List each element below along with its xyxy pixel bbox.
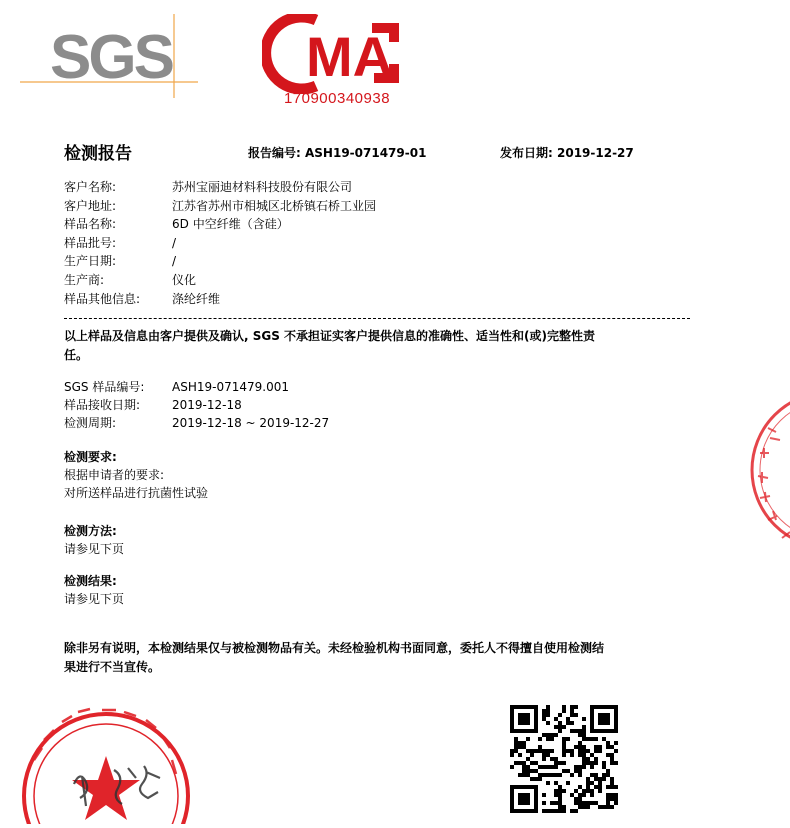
client-info-table xyxy=(64,178,376,308)
info-value: 仪化 xyxy=(172,272,197,287)
info-row-batch-no xyxy=(64,234,376,253)
info-row-sgs-sample-no xyxy=(64,378,329,396)
report-number xyxy=(248,144,426,161)
qr-code xyxy=(510,705,618,813)
section-text: 请参见下页 xyxy=(64,542,125,556)
info-label: 检测周期: xyxy=(64,416,117,430)
info-row-manufacturer xyxy=(64,271,376,290)
info-label: SGS 样品编号: xyxy=(64,380,145,394)
info-label: 生产日期: xyxy=(64,254,117,269)
info-row-other-info xyxy=(64,290,376,309)
info-value: 苏州宝丽迪材料科技股份有限公司 xyxy=(172,180,353,194)
disclaimer-line: 以上样品及信息由客户提供及确认, SGS 不承担证实客户提供信息的准确性、适当性和(或)完整性责 xyxy=(64,329,596,343)
svg-text:MA: MA xyxy=(306,25,394,88)
info-label: 客户地址: xyxy=(64,198,117,213)
report-number-value: ASH19-071479-01 xyxy=(305,146,427,160)
sample-info-table xyxy=(64,378,329,432)
disclaimer-line: 任。 xyxy=(64,348,89,362)
info-row-client-name xyxy=(64,178,376,197)
report-title: 检测报告 xyxy=(64,144,132,164)
section-text: 对所送样品进行抗菌性试验 xyxy=(64,486,209,500)
info-value: 江苏省苏州市相城区北桥镇石桥工业园 xyxy=(172,198,377,213)
info-value: 涤纶纤维 xyxy=(172,291,221,306)
final-statement xyxy=(64,639,704,677)
info-value: 2019-12-18 xyxy=(172,398,242,412)
client-info-disclaimer xyxy=(64,327,694,365)
info-value: / xyxy=(172,235,177,250)
info-row-production-date xyxy=(64,252,376,271)
info-row-received-date xyxy=(64,396,329,414)
section-title: 检测要求: xyxy=(64,450,117,464)
info-row-sample-name xyxy=(64,215,376,234)
official-seal-with-signature xyxy=(22,700,192,824)
info-value: 2019-12-18 ~ 2019-12-27 xyxy=(172,416,330,430)
cma-number: 170900340938 xyxy=(283,90,391,107)
section-title: 检测方法: xyxy=(64,524,117,538)
svg-text:SGS: SGS xyxy=(50,23,172,92)
section-text: 请参见下页 xyxy=(64,592,125,606)
info-label: 客户名称: xyxy=(64,180,117,194)
info-label: 样品接收日期: xyxy=(64,398,141,412)
info-row-client-address xyxy=(64,197,376,216)
info-label: 样品批号: xyxy=(64,235,117,250)
info-label: 样品名称: xyxy=(64,217,117,232)
sgs-logo xyxy=(20,14,198,98)
test-result-section xyxy=(64,572,124,608)
info-row-test-period xyxy=(64,414,329,432)
section-text: 根据申请者的要求: xyxy=(64,468,165,482)
report-number-label: 报告编号: xyxy=(248,146,301,160)
test-requirement-section xyxy=(64,448,208,502)
info-value: / xyxy=(172,254,177,269)
info-label: 样品其他信息: xyxy=(64,291,141,306)
statement-line: 除非另有说明，本检测结果仅与被检测物品有关。未经检验机构书面同意，委托人不得擅自使用检测结 xyxy=(64,641,605,655)
info-value: 6D 中空纤维（含硅） xyxy=(172,217,289,232)
dashed-divider xyxy=(64,318,690,319)
official-seal-right xyxy=(738,398,790,558)
issue-date-value: 2019-12-27 xyxy=(557,146,634,160)
issue-date-label: 发布日期: xyxy=(500,146,553,160)
info-label: 生产商: xyxy=(64,272,105,287)
info-value: ASH19-071479.001 xyxy=(172,380,289,394)
issue-date xyxy=(500,144,634,161)
test-method-section xyxy=(64,522,124,558)
statement-line: 果进行不当宣传。 xyxy=(64,660,161,674)
section-title: 检测结果: xyxy=(64,574,117,588)
